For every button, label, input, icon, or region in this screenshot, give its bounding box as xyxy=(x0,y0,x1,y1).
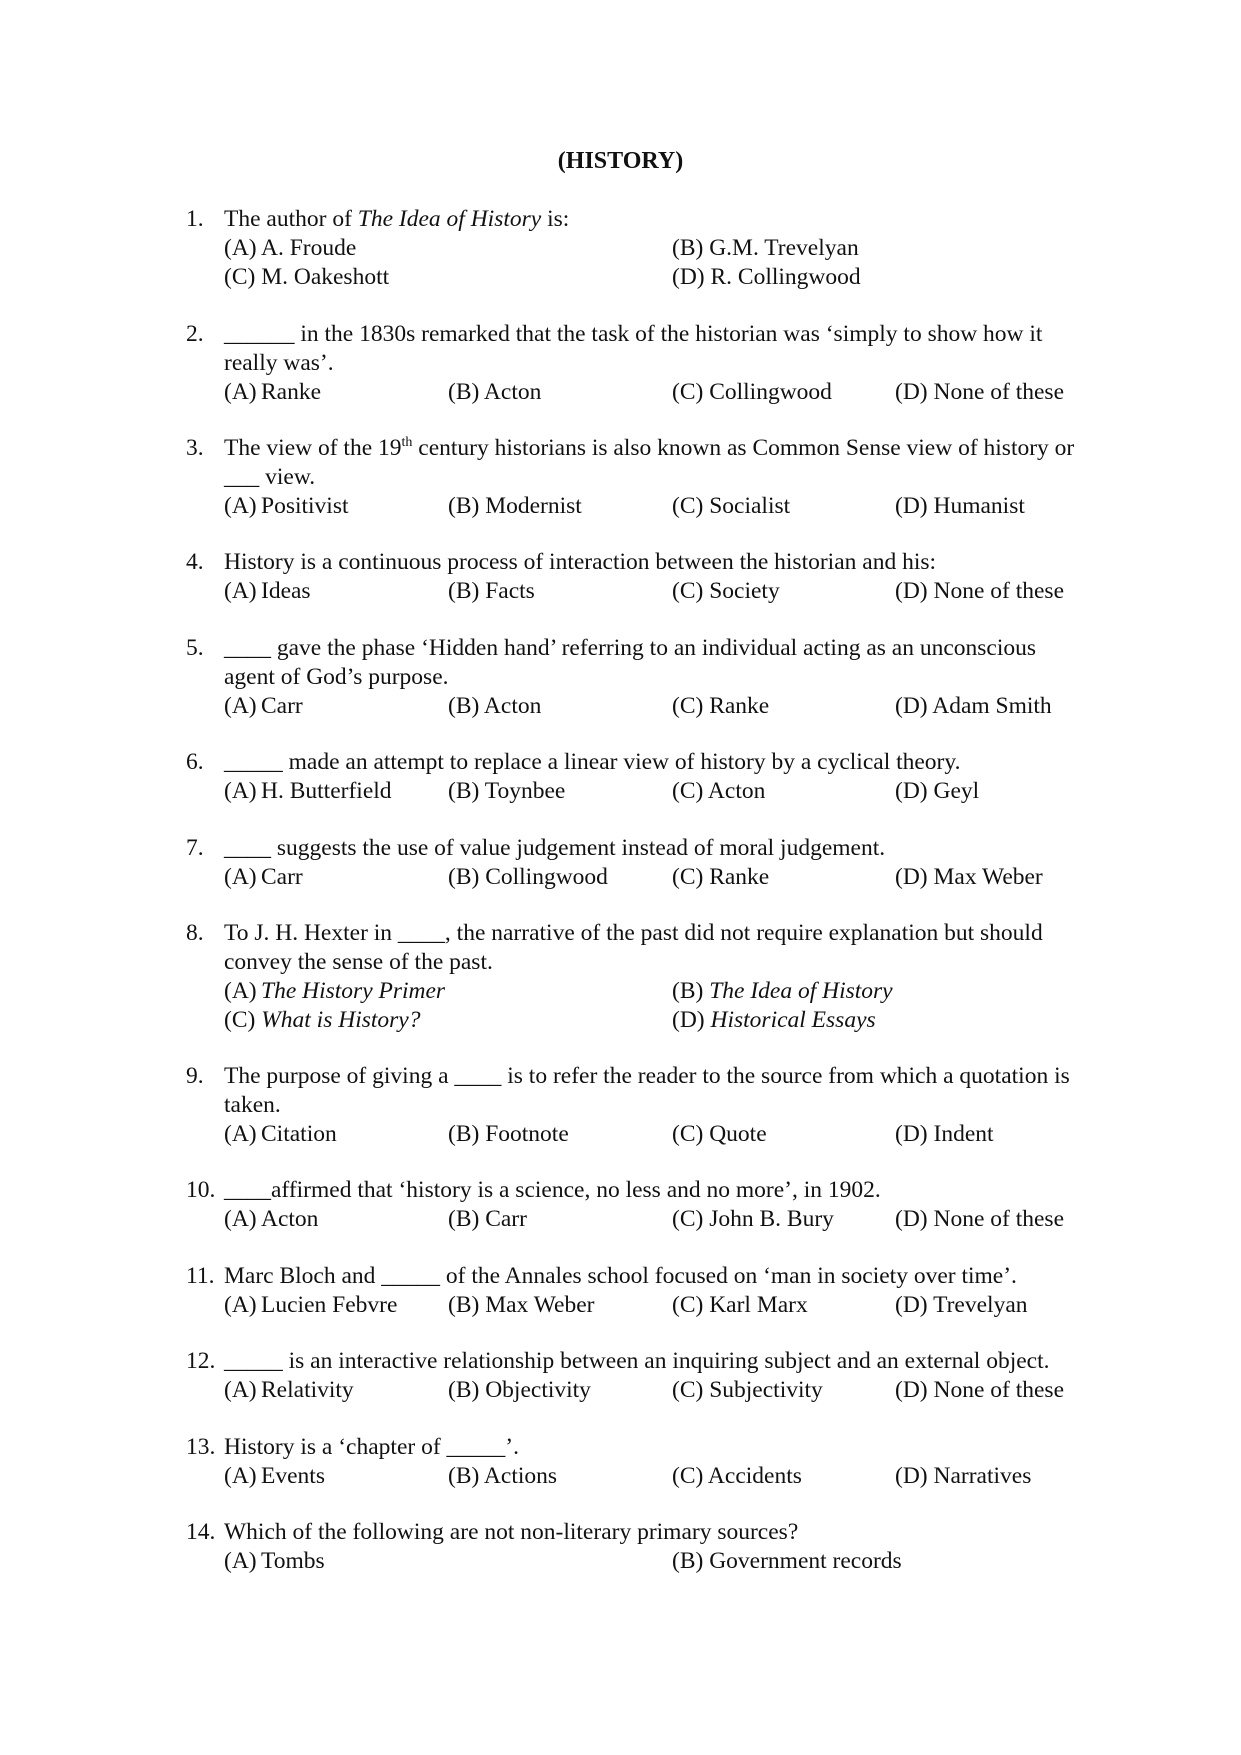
options xyxy=(224,1547,1086,1576)
question-10 xyxy=(186,1176,1086,1234)
option-b[interactable]: (B) Objectivity xyxy=(448,1377,591,1403)
question-number: 11. xyxy=(186,1263,215,1289)
option-b[interactable]: (B) Modernist xyxy=(448,493,582,519)
question-2 xyxy=(186,320,1086,407)
options xyxy=(224,692,1086,721)
option-d[interactable]: (D) Humanist xyxy=(895,493,1025,519)
option-a[interactable]: (A) The History Primer xyxy=(224,978,446,1004)
option-b[interactable]: (B) Facts xyxy=(448,578,535,604)
question-number: 7. xyxy=(186,835,204,861)
options xyxy=(224,1120,1086,1149)
option-a[interactable]: (A) Tombs xyxy=(224,1548,325,1574)
options xyxy=(224,1291,1086,1320)
question-number: 3. xyxy=(186,435,204,461)
option-b[interactable]: (B) Actions xyxy=(448,1463,558,1489)
option-b[interactable]: (B) Acton xyxy=(448,693,542,719)
option-c[interactable]: (C) M. Oakeshott xyxy=(224,264,390,290)
option-c[interactable]: (C) Ranke xyxy=(672,864,770,890)
question-text: The view of the 19th century historians is also known as Common Sense view of history or ___ view. xyxy=(224,435,1075,490)
option-c[interactable]: (C) What is History? xyxy=(224,1007,421,1033)
question-14 xyxy=(186,1518,1086,1576)
question-text: _____ is an interactive relationship between an inquiring subject and an external object. xyxy=(224,1348,1050,1374)
options xyxy=(224,863,1086,892)
options xyxy=(224,234,1086,292)
option-a[interactable]: (A) Carr xyxy=(224,693,303,719)
option-a[interactable]: (A) Lucien Febvre xyxy=(224,1292,398,1318)
options xyxy=(224,577,1086,606)
option-c[interactable]: (C) Subjectivity xyxy=(672,1377,823,1403)
question-13 xyxy=(186,1433,1086,1491)
question-number: 8. xyxy=(186,920,204,946)
question-5 xyxy=(186,634,1086,721)
option-a[interactable]: (A) Ranke xyxy=(224,379,322,405)
question-text: _____ made an attempt to replace a linear view of history by a cyclical theory. xyxy=(224,749,961,775)
option-c[interactable]: (C) Society xyxy=(672,578,780,604)
option-d[interactable]: (D) Historical Essays xyxy=(672,1007,876,1033)
question-12 xyxy=(186,1347,1086,1405)
question-text: ____ gave the phase ‘Hidden hand’ referring to an individual acting as an unconscious agent of God’s purpose. xyxy=(224,635,1037,690)
question-number: 5. xyxy=(186,635,204,661)
question-number: 12. xyxy=(186,1348,216,1374)
question-number: 2. xyxy=(186,321,204,347)
options xyxy=(224,1462,1086,1491)
option-d[interactable]: (D) None of these xyxy=(895,379,1065,405)
question-number: 1. xyxy=(186,206,204,232)
option-c[interactable]: (C) Socialist xyxy=(672,493,791,519)
option-b[interactable]: (B) G.M. Trevelyan xyxy=(672,235,859,261)
option-b[interactable]: (B) Government records xyxy=(672,1548,902,1574)
question-number: 6. xyxy=(186,749,204,775)
option-d[interactable]: (D) Indent xyxy=(895,1121,994,1147)
option-a[interactable]: (A) Ideas xyxy=(224,578,311,604)
option-a[interactable]: (A) A. Froude xyxy=(224,235,357,261)
question-number: 9. xyxy=(186,1063,204,1089)
option-d[interactable]: (D) R. Collingwood xyxy=(672,264,861,290)
option-c[interactable]: (C) Acton xyxy=(672,778,766,804)
option-d[interactable]: (D) Trevelyan xyxy=(895,1292,1028,1318)
option-b[interactable]: (B) Acton xyxy=(448,379,542,405)
option-c[interactable]: (C) Collingwood xyxy=(672,379,832,405)
question-8 xyxy=(186,919,1086,1035)
option-c[interactable]: (C) Accidents xyxy=(672,1463,802,1489)
question-7 xyxy=(186,834,1086,892)
option-a[interactable]: (A) Positivist xyxy=(224,493,349,519)
option-a[interactable]: (A) H. Butterfield xyxy=(224,778,392,804)
question-text: ____affirmed that ‘history is a science, no less and no more’, in 1902. xyxy=(224,1177,881,1203)
question-3 xyxy=(186,434,1086,521)
option-d[interactable]: (D) None of these xyxy=(895,1206,1065,1232)
option-b[interactable]: (B) Collingwood xyxy=(448,864,608,890)
question-number: 4. xyxy=(186,549,204,575)
option-d[interactable]: (D) Max Weber xyxy=(895,864,1043,890)
option-d[interactable]: (D) Geyl xyxy=(895,778,980,804)
option-d[interactable]: (D) None of these xyxy=(895,1377,1065,1403)
option-d[interactable]: (D) Narratives xyxy=(895,1463,1032,1489)
option-c[interactable]: (C) Karl Marx xyxy=(672,1292,808,1318)
question-number: 10. xyxy=(186,1177,216,1203)
option-c[interactable]: (C) Ranke xyxy=(672,693,770,719)
question-9 xyxy=(186,1062,1086,1149)
option-c[interactable]: (C) Quote xyxy=(672,1121,767,1147)
option-b[interactable]: (B) Toynbee xyxy=(448,778,566,804)
question-text: To J. H. Hexter in ____, the narrative of the past did not require explanation but should convey the sense of the past. xyxy=(224,920,1043,975)
option-a[interactable]: (A) Carr xyxy=(224,864,303,890)
question-text: The purpose of giving a ____ is to refer the reader to the source from which a quotation is taken. xyxy=(224,1063,1070,1118)
question-text: The author of The Idea of History is: xyxy=(224,206,570,232)
option-c[interactable]: (C) John B. Bury xyxy=(672,1206,834,1232)
option-b[interactable]: (B) The Idea of History xyxy=(672,978,893,1004)
question-6 xyxy=(186,748,1086,806)
option-a[interactable]: (A) Events xyxy=(224,1463,325,1489)
options xyxy=(224,777,1086,806)
page-title: (HISTORY) xyxy=(557,148,684,174)
question-text: Marc Bloch and _____ of the Annales school focused on ‘man in society over time’. xyxy=(224,1263,1017,1289)
option-b[interactable]: (B) Carr xyxy=(448,1206,527,1232)
question-number: 14. xyxy=(186,1519,216,1545)
question-number: 13. xyxy=(186,1434,216,1460)
options xyxy=(224,977,1086,1035)
question-text: Which of the following are not non-literary primary sources? xyxy=(224,1519,799,1545)
options xyxy=(224,378,1086,407)
options xyxy=(224,1205,1086,1234)
option-d[interactable]: (D) Adam Smith xyxy=(895,693,1052,719)
question-text: ______ in the 1830s remarked that the task of the historian was ‘simply to show how it really was’. xyxy=(224,321,1043,376)
option-d[interactable]: (D) None of these xyxy=(895,578,1065,604)
option-b[interactable]: (B) Footnote xyxy=(448,1121,569,1147)
option-a[interactable]: (A) Relativity xyxy=(224,1377,354,1403)
options xyxy=(224,492,1086,521)
option-b[interactable]: (B) Max Weber xyxy=(448,1292,595,1318)
option-a[interactable]: (A) Citation xyxy=(224,1121,337,1147)
question-text: History is a continuous process of interaction between the historian and his: xyxy=(224,549,937,575)
question-text: History is a ‘chapter of _____’. xyxy=(224,1434,519,1460)
question-text: ____ suggests the use of value judgement instead of moral judgement. xyxy=(224,835,886,861)
question-4 xyxy=(186,548,1086,606)
option-a[interactable]: (A) Acton xyxy=(224,1206,319,1232)
question-11 xyxy=(186,1262,1086,1320)
options xyxy=(224,1376,1086,1405)
question-1 xyxy=(186,205,1086,292)
